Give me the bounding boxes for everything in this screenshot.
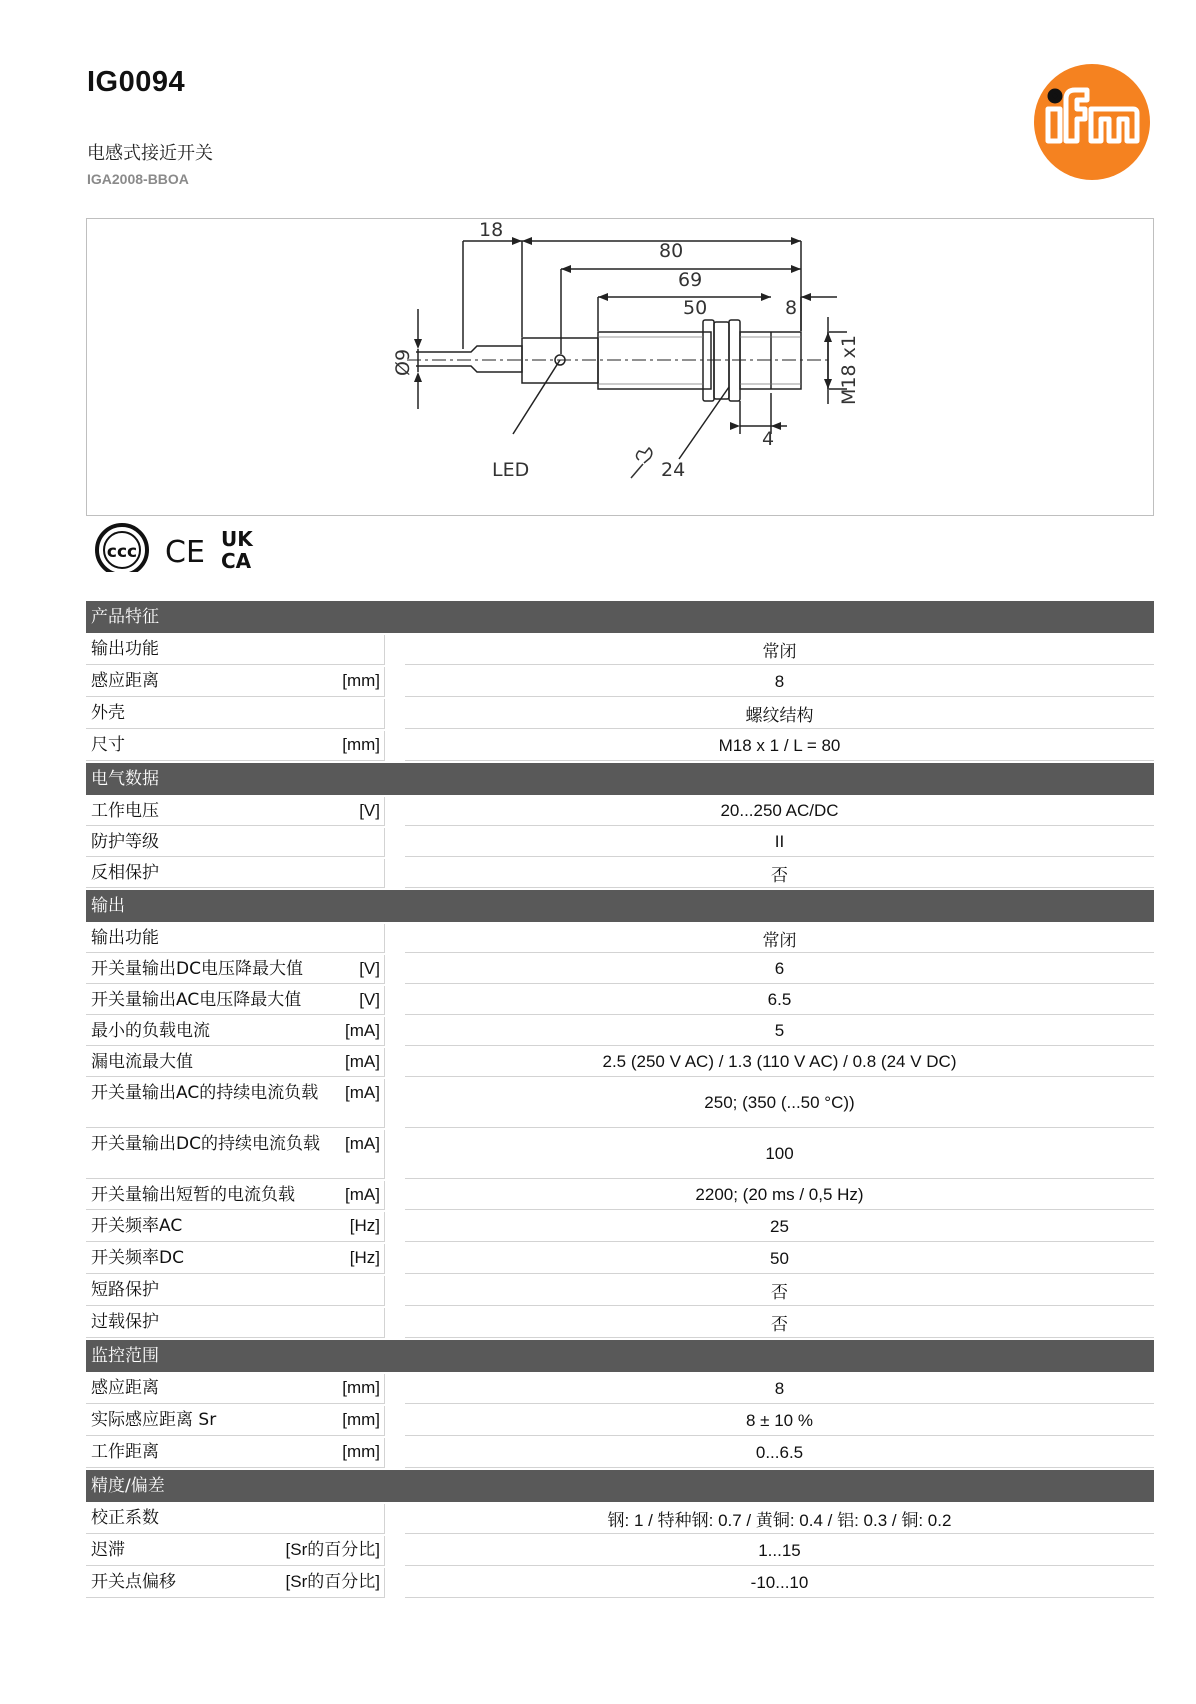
spec-unit: [Sr的百分比] — [285, 1540, 380, 1559]
spec-label-cell — [86, 955, 385, 984]
spec-label-cell — [86, 1568, 385, 1598]
spec-row — [86, 1212, 1154, 1242]
spec-row — [86, 1568, 1154, 1598]
spec-row — [86, 667, 1154, 697]
dim-4: 4 — [762, 428, 775, 450]
certification-marks — [92, 522, 272, 572]
spec-label: 尺寸 — [91, 735, 125, 755]
spec-value: 2.5 (250 V AC) / 1.3 (110 V AC) / 0.8 (24 V DC) — [405, 1048, 1154, 1077]
spec-unit: [mA] — [345, 1021, 380, 1040]
spec-label: 开关频率AC — [91, 1216, 183, 1236]
spec-label-cell — [86, 1017, 385, 1046]
spec-label-cell — [86, 1181, 385, 1210]
spec-row — [86, 1374, 1154, 1404]
led-label: LED — [492, 459, 530, 481]
spec-unit: [mA] — [345, 1134, 380, 1153]
ifm-logo — [1033, 63, 1151, 181]
specification-table — [86, 601, 1154, 1600]
spec-label: 输出功能 — [91, 928, 159, 948]
spec-unit: [mm] — [342, 1442, 380, 1461]
spec-label-cell — [86, 828, 385, 857]
spec-value: 螺纹结构 — [405, 699, 1154, 729]
ce-mark: CE — [165, 535, 205, 570]
dim-9: Ø9 — [392, 348, 414, 376]
spec-label: 输出功能 — [91, 639, 159, 659]
spec-label: 短路保护 — [91, 1280, 159, 1300]
spec-unit: [mA] — [345, 1185, 380, 1204]
spec-unit: [Hz] — [349, 1248, 380, 1267]
spec-row — [86, 1048, 1154, 1077]
spec-label-cell — [86, 667, 385, 697]
spec-label-cell — [86, 1374, 385, 1404]
spec-label: 过载保护 — [91, 1312, 159, 1332]
spec-value: 8 — [405, 1374, 1154, 1404]
spec-value: II — [405, 828, 1154, 857]
spec-value: 5 — [405, 1017, 1154, 1046]
spec-unit: [Hz] — [349, 1216, 380, 1235]
spec-label: 开关量输出短暂的电流负载 — [91, 1185, 295, 1205]
spec-label-cell — [86, 1504, 385, 1534]
spec-value: 0...6.5 — [405, 1438, 1154, 1468]
spec-value: 否 — [405, 859, 1154, 888]
spec-row — [86, 1276, 1154, 1306]
spec-unit: [mm] — [342, 1378, 380, 1397]
spec-row — [86, 955, 1154, 984]
spec-row — [86, 1406, 1154, 1436]
spec-label: 工作电压 — [91, 801, 159, 821]
spec-value: 常闭 — [405, 635, 1154, 665]
spec-row — [86, 699, 1154, 729]
spec-row — [86, 986, 1154, 1015]
spec-row — [86, 1244, 1154, 1274]
section-header: 电气数据 — [86, 763, 1154, 795]
dim-18: 18 — [479, 219, 504, 241]
dimension-drawing — [86, 218, 1154, 516]
dim-24: 24 — [661, 459, 686, 481]
spec-row — [86, 635, 1154, 665]
spec-label: 防护等级 — [91, 832, 159, 852]
spec-value: 20...250 AC/DC — [405, 797, 1154, 826]
spec-label-cell — [86, 924, 385, 953]
spec-label: 漏电流最大值 — [91, 1052, 193, 1072]
spec-row — [86, 1438, 1154, 1468]
spec-value: 100 — [405, 1130, 1154, 1179]
spec-unit: [mm] — [342, 735, 380, 754]
svg-text:ccc: ccc — [106, 542, 138, 562]
spec-label: 反相保护 — [91, 863, 159, 883]
product-code: IGA2008-BBOA — [87, 171, 189, 187]
section-header: 输出 — [86, 890, 1154, 922]
spec-row — [86, 1308, 1154, 1338]
spec-row — [86, 1504, 1154, 1534]
spec-value: 2200; (20 ms / 0,5 Hz) — [405, 1181, 1154, 1210]
spec-label-cell — [86, 1308, 385, 1338]
spec-label: 开关点偏移 — [91, 1572, 176, 1592]
spec-unit: [mA] — [345, 1083, 380, 1102]
spec-label-cell — [86, 1406, 385, 1436]
spec-label: 开关量输出AC的持续电流负载 — [91, 1083, 319, 1103]
spec-label-cell — [86, 1048, 385, 1077]
spec-value: 1...15 — [405, 1536, 1154, 1566]
spec-label-cell — [86, 1438, 385, 1468]
spec-value: 8 ± 10 % — [405, 1406, 1154, 1436]
spec-label-cell — [86, 1130, 385, 1179]
section-header: 监控范围 — [86, 1340, 1154, 1372]
spec-label-cell — [86, 731, 385, 761]
spec-unit: [mm] — [342, 671, 380, 690]
spec-unit: [V] — [359, 959, 380, 978]
section-header: 精度/偏差 — [86, 1470, 1154, 1502]
spec-row — [86, 1130, 1154, 1179]
spec-value: 25 — [405, 1212, 1154, 1242]
spec-label: 迟滞 — [91, 1540, 125, 1560]
product-title: IG0094 — [87, 66, 186, 98]
spec-label-cell — [86, 1536, 385, 1566]
dim-50: 50 — [683, 297, 708, 319]
spec-unit: [V] — [359, 990, 380, 1009]
spec-value: 否 — [405, 1308, 1154, 1338]
spec-label: 外壳 — [91, 703, 125, 723]
wrench-icon — [631, 448, 652, 478]
dim-69: 69 — [678, 269, 703, 291]
spec-row — [86, 1079, 1154, 1128]
ukca-mark-top: UK — [221, 527, 253, 551]
spec-value: 8 — [405, 667, 1154, 697]
spec-label: 开关量输出DC的持续电流负载 — [91, 1134, 320, 1154]
spec-value: 6 — [405, 955, 1154, 984]
spec-value: 250; (350 (...50 °C)) — [405, 1079, 1154, 1128]
spec-row — [86, 1017, 1154, 1046]
spec-label: 实际感应距离 Sr — [91, 1410, 217, 1430]
spec-row — [86, 731, 1154, 761]
spec-label: 开关量输出AC电压降最大值 — [91, 990, 302, 1010]
spec-label-cell — [86, 859, 385, 888]
product-type: 电感式接近开关 — [87, 143, 213, 164]
spec-label-cell — [86, 635, 385, 665]
spec-label-cell — [86, 797, 385, 826]
dim-80: 80 — [659, 240, 684, 262]
spec-label-cell — [86, 699, 385, 729]
spec-label: 开关频率DC — [91, 1248, 184, 1268]
spec-unit: [Sr的百分比] — [285, 1572, 380, 1591]
dim-m18: M18 x1 — [838, 335, 860, 405]
spec-label: 开关量输出DC电压降最大值 — [91, 959, 303, 979]
page-bottom-margin — [0, 1604, 1196, 1704]
spec-label-cell — [86, 1244, 385, 1274]
spec-label: 最小的负载电流 — [91, 1021, 210, 1041]
spec-label-cell — [86, 1276, 385, 1306]
spec-value: 50 — [405, 1244, 1154, 1274]
spec-value: 钢: 1 / 特种钢: 0.7 / 黄铜: 0.4 / 铝: 0.3 / 铜: 0.2 — [405, 1504, 1154, 1534]
spec-label-cell — [86, 1212, 385, 1242]
spec-row — [86, 1181, 1154, 1210]
spec-value: -10...10 — [405, 1568, 1154, 1598]
ukca-mark-bottom: CA — [221, 549, 252, 572]
spec-row — [86, 797, 1154, 826]
spec-label-cell — [86, 986, 385, 1015]
spec-row — [86, 859, 1154, 888]
spec-unit: [mA] — [345, 1052, 380, 1071]
spec-value: 否 — [405, 1276, 1154, 1306]
spec-value: M18 x 1 / L = 80 — [405, 731, 1154, 761]
spec-value: 常闭 — [405, 924, 1154, 953]
dim-8: 8 — [785, 297, 798, 319]
spec-label: 感应距离 — [91, 671, 159, 691]
spec-row — [86, 924, 1154, 953]
ccc-mark-icon — [97, 525, 147, 572]
section-header: 产品特征 — [86, 601, 1154, 633]
spec-value: 6.5 — [405, 986, 1154, 1015]
spec-row — [86, 1536, 1154, 1566]
spec-label: 校正系数 — [91, 1508, 159, 1528]
spec-unit: [mm] — [342, 1410, 380, 1429]
spec-label: 工作距离 — [91, 1442, 159, 1462]
spec-unit: [V] — [359, 801, 380, 820]
spec-label-cell — [86, 1079, 385, 1128]
spec-label: 感应距离 — [91, 1378, 159, 1398]
spec-row — [86, 828, 1154, 857]
